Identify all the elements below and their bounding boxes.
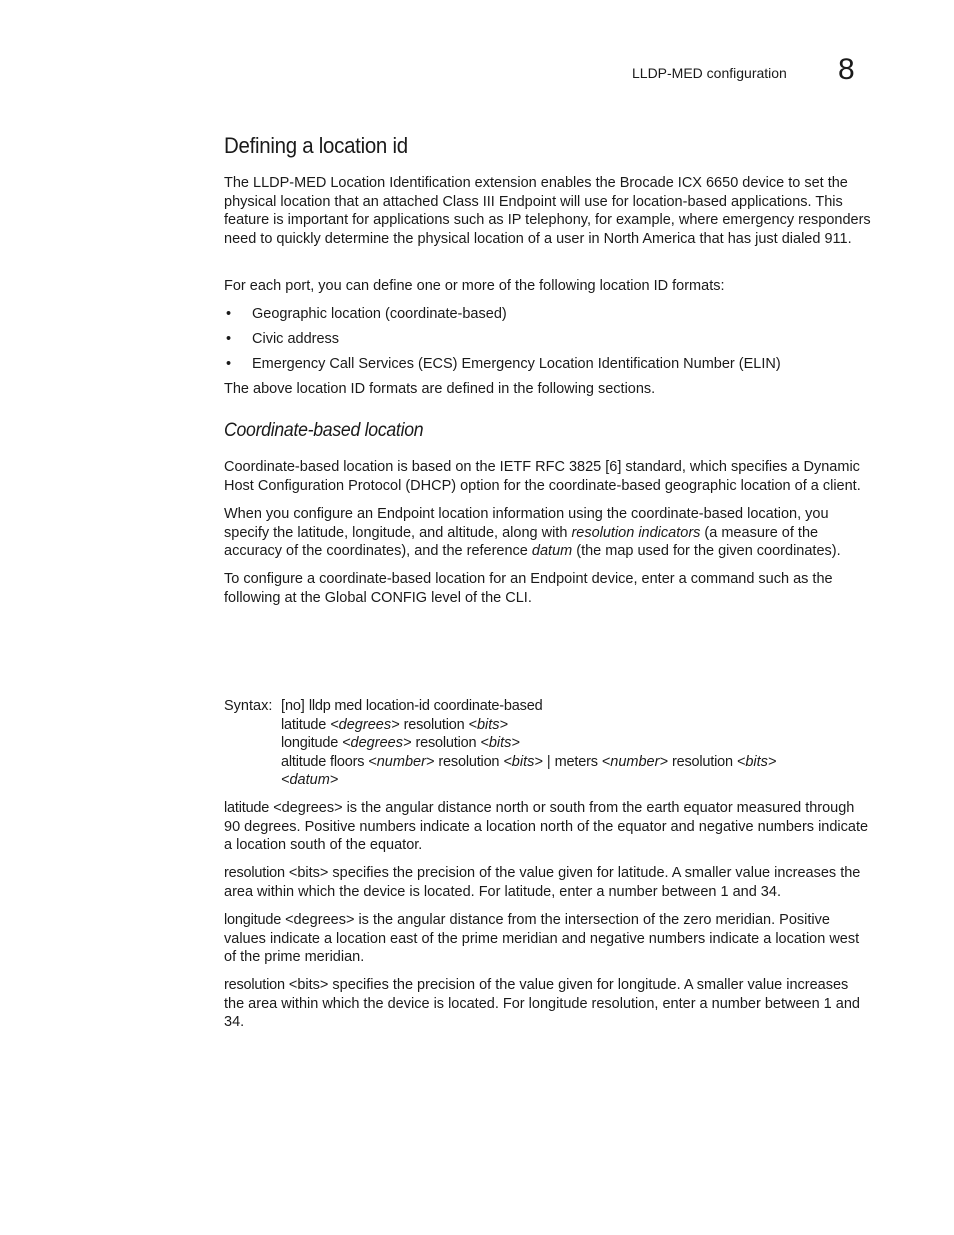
- subsection-heading: Coordinate-based location: [224, 420, 424, 441]
- bullet-icon: •: [226, 306, 232, 322]
- param-longitude: longitude <degrees> is the angular distance from the intersection of the zero meridian. Positive values indicate a location east of the prime meridian and negative numbers indicate a location west of the prime meridian.: [224, 912, 860, 966]
- syntax-line: longitude <degrees> resolution <bits>: [281, 735, 520, 751]
- section-heading: Defining a location id: [224, 133, 408, 158]
- intro-paragraph: The LLDP-MED Location Identification extension enables the Brocade ICX 6650 device to set the physical location that an attached Class III Endpoint will use for location-based applications. This feature is important for applications such as IP telephony, for example, where emergency responders need to quickly determine the physical location of a user in North America that has just dialed 911.: [224, 175, 871, 248]
- bullet-icon: •: [226, 331, 232, 347]
- coord-paragraph-2: When you configure an Endpoint location information using the coordinate-based location, you specify the latitude, longitude, and altitude, along with resolution indicators (a measure of the accuracy of the coordinates), and the reference datum (the map used for the given coordinates).: [224, 506, 841, 560]
- syntax-label: Syntax:: [224, 698, 273, 714]
- bullet-icon: •: [226, 356, 232, 372]
- syntax-line: altitude floors <number> resolution <bits> | meters <number> resolution <bits>: [281, 753, 777, 770]
- syntax-line: [no] lldp med location-id coordinate-based: [281, 698, 543, 714]
- coord-paragraph-3: To configure a coordinate-based location for an Endpoint device, enter a command such as the following at the Global CONFIG level of the CLI.: [224, 571, 833, 606]
- coord-paragraph-1: Coordinate-based location is based on the IETF RFC 3825 [6] standard, which specifies a Dynamic Host Configuration Protocol (DHCP) option for the coordinate-based geographic location of a client.: [224, 459, 861, 494]
- param-latitude-resolution: resolution <bits> specifies the precision of the value given for latitude. A smaller value increases the area within which the device is located. For latitude, enter a number between 1 and 34.: [224, 865, 861, 900]
- syntax-line: latitude <degrees> resolution <bits>: [281, 716, 508, 733]
- formats-intro: For each port, you can define one or more of the following location ID formats:: [224, 278, 725, 294]
- param-latitude: latitude <degrees> is the angular distance north or south from the earth equator measured through 90 degrees. Positive numbers indicate a location north of the equator and negative numbers indicate a location south of the equator.: [224, 800, 869, 854]
- param-longitude-resolution: resolution <bits> specifies the precision of the value given for longitude. A smaller value increases the area within which the device is located. For longitude resolution, enter a number between 1 and 34.: [224, 977, 860, 1031]
- running-header: LLDP-MED configuration: [632, 65, 787, 81]
- formats-outro: The above location ID formats are defined in the following sections.: [224, 381, 656, 397]
- syntax-line: <datum>: [281, 772, 339, 788]
- chapter-number: 8: [838, 53, 855, 86]
